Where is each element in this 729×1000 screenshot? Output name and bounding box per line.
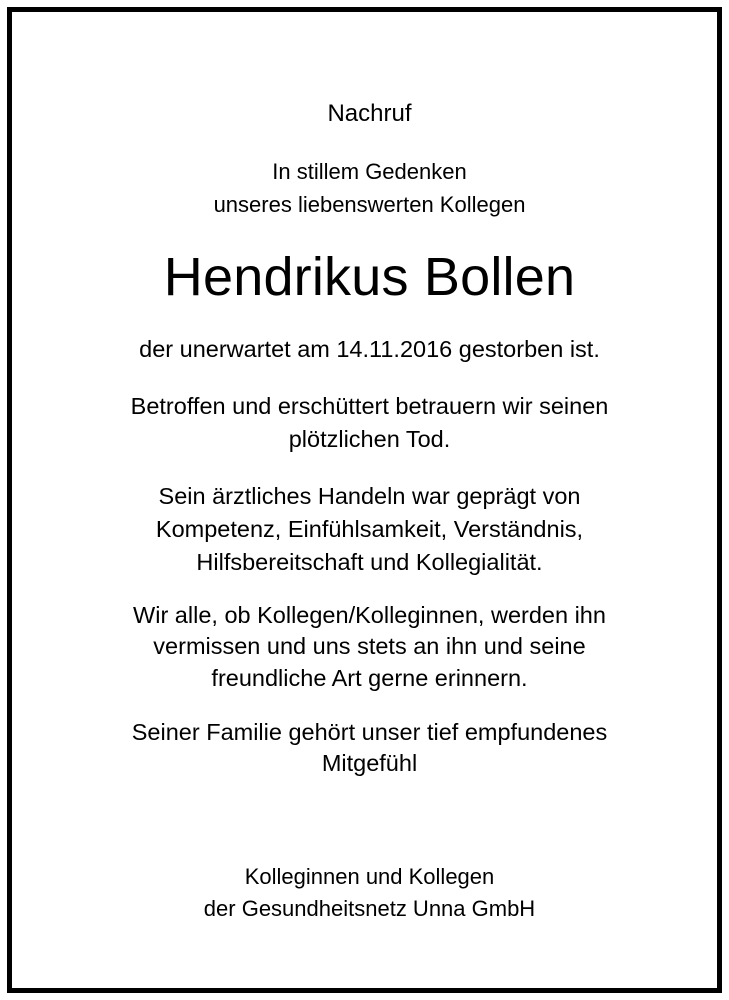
obituary-border bbox=[7, 7, 722, 993]
paragraph-5-line-2: Mitgefühl bbox=[321, 750, 418, 776]
intro-line-1: In stillem Gedenken bbox=[272, 159, 467, 184]
paragraph-4-line-2: vermissen und uns stets an ihn und seine bbox=[153, 633, 586, 659]
paragraph-3-line-3: Hilfsbereitschaft und Kollegialität. bbox=[196, 549, 543, 575]
heading: Nachruf bbox=[327, 100, 412, 127]
paragraph-2-line-2: plötzlichen Tod. bbox=[288, 426, 451, 452]
signature-line-2: der Gesundheitsnetz Unna GmbH bbox=[203, 896, 536, 921]
paragraph-4-line-3: freundliche Art gerne erinnern. bbox=[211, 665, 528, 691]
paragraph-4-line-1: Wir alle, ob Kollegen/Kolleginnen, werden ihn bbox=[133, 602, 606, 628]
paragraph-5-line-1: Seiner Familie gehört unser tief empfundenes bbox=[131, 719, 608, 745]
signature-line-1: Kolleginnen und Kollegen bbox=[244, 864, 495, 889]
paragraph-2-line-1: Betroffen und erschüttert betrauern wir seinen bbox=[130, 393, 609, 419]
paragraph-3-line-2: Kompetenz, Einfühlsamkeit, Verständnis, bbox=[155, 516, 584, 542]
intro-line-2: unseres liebenswerten Kollegen bbox=[213, 192, 526, 217]
paragraph-3-line-1: Sein ärztliches Handeln war geprägt von bbox=[158, 483, 581, 509]
death-date-line: der unerwartet am 14.11.2016 gestorben ist. bbox=[139, 336, 600, 362]
deceased-name: Hendrikus Bollen bbox=[163, 247, 576, 307]
